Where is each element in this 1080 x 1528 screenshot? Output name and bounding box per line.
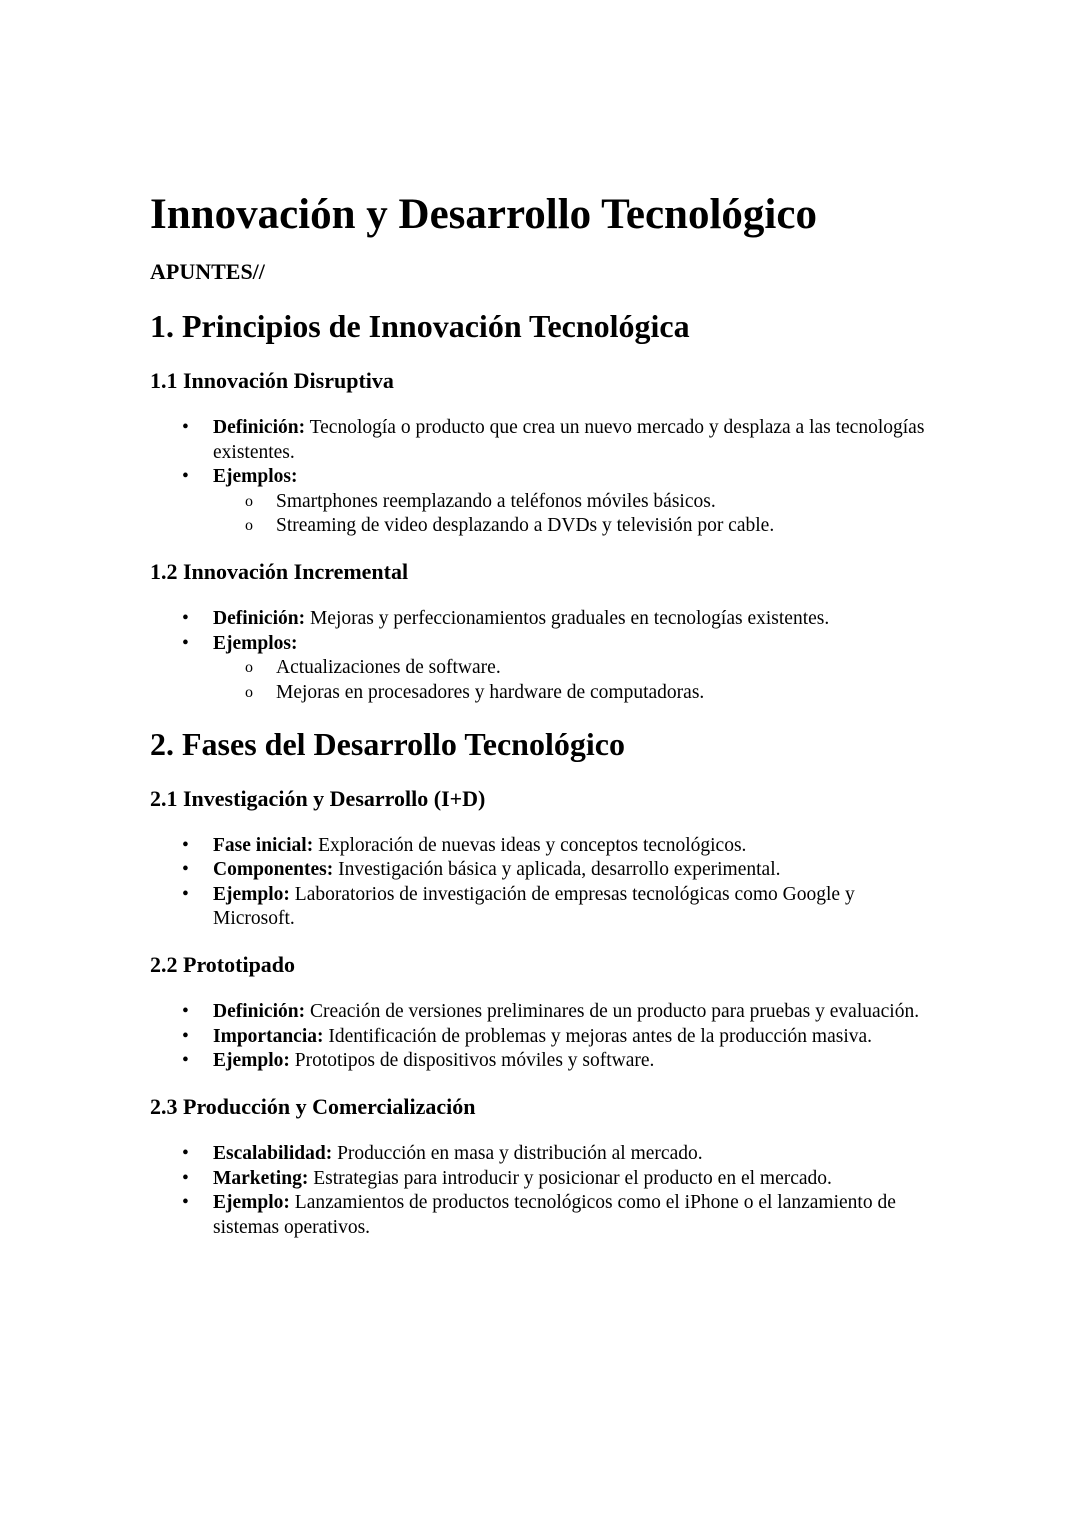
sub-list [213, 490, 940, 539]
item-label: Ejemplo: [213, 883, 290, 905]
bullet-icon: • [182, 1143, 189, 1165]
circle-bullet-icon: o [245, 492, 253, 510]
subsection-heading: 2.1 Investigación y Desarrollo (I+D) [150, 785, 486, 811]
item-label: Ejemplo: [213, 1192, 290, 1214]
circle-bullet-icon: o [245, 517, 253, 535]
document-body [150, 307, 940, 1240]
sub-item-text: Actualizaciones de software. [276, 657, 501, 679]
list-item [150, 883, 940, 932]
item-label: Definición: [213, 417, 306, 439]
bullet-list [150, 416, 940, 539]
item-label: Ejemplo: [213, 1050, 290, 1072]
sub-item-text: Smartphones reemplazando a teléfonos móviles básicos. [276, 490, 716, 512]
sub-list [213, 656, 940, 705]
list-item [150, 465, 940, 539]
section-heading: 2. Fases del Desarrollo Tecnológico [150, 726, 625, 763]
bullet-list [150, 834, 940, 932]
circle-bullet-icon: o [245, 659, 253, 677]
item-label: Importancia: [213, 1025, 324, 1047]
subsection-heading: 2.2 Prototipado [150, 951, 296, 977]
list-item [150, 632, 940, 706]
item-text: Identificación de problemas y mejoras antes de la producción masiva. [323, 1025, 873, 1047]
bullet-list [150, 1142, 940, 1240]
list-item [150, 834, 940, 859]
bullet-icon: • [182, 1192, 189, 1214]
bullet-icon: • [182, 883, 189, 905]
item-label: Escalabilidad: [213, 1143, 333, 1165]
list-item [150, 1049, 940, 1074]
item-label: Marketing: [213, 1167, 309, 1189]
bullet-icon: • [182, 1167, 189, 1189]
item-text: Estrategias para introducir y posicionar el producto en el mercado. [308, 1167, 832, 1189]
item-label: Ejemplos: [213, 466, 298, 488]
item-label: Definición: [213, 608, 306, 630]
circle-bullet-icon: o [245, 683, 253, 701]
item-text: Laboratorios de investigación de empresas tecnológicas como Google y Microsoft. [213, 883, 855, 930]
bullet-icon: • [182, 632, 189, 654]
list-item [150, 416, 940, 465]
bullet-icon: • [182, 1050, 189, 1072]
subsection-heading: 2.3 Producción y Comercialización [150, 1093, 476, 1119]
sub-item-text: Mejoras en procesadores y hardware de computadoras. [276, 681, 705, 703]
subsection-heading: 1.1 Innovación Disruptiva [150, 367, 394, 393]
item-text: Producción en masa y distribución al mercado. [332, 1143, 703, 1165]
list-item [150, 607, 940, 632]
item-text: Lanzamientos de productos tecnológicos como el iPhone o el lanzamiento de sistemas operativos. [213, 1192, 896, 1238]
section [150, 307, 940, 705]
list-item [150, 1142, 940, 1167]
sub-list-item [213, 490, 940, 515]
list-item [150, 1167, 940, 1192]
bullet-icon: • [182, 859, 189, 881]
bullet-icon: • [182, 1001, 189, 1023]
document-subtitle: APUNTES// [150, 259, 265, 285]
list-item [150, 858, 940, 883]
item-text: Tecnología o producto que crea un nuevo mercado y desplaza a las tecnologías existentes. [213, 417, 925, 463]
bullet-icon: • [182, 417, 189, 439]
sub-list-item [213, 656, 940, 681]
bullet-icon: • [182, 466, 189, 488]
item-text: Investigación básica y aplicada, desarrollo experimental. [333, 859, 781, 881]
bullet-list [150, 607, 940, 705]
bullet-list [150, 1000, 940, 1074]
document-title: Innovación y Desarrollo Tecnológico [150, 191, 817, 238]
item-text: Mejoras y perfeccionamientos graduales en tecnologías existentes. [305, 608, 830, 630]
item-label: Definición: [213, 1001, 306, 1023]
item-text: Creación de versiones preliminares de un producto para pruebas y evaluación. [305, 1001, 920, 1023]
list-item [150, 1000, 940, 1025]
section-heading: 1. Principios de Innovación Tecnológica [150, 308, 690, 345]
list-item [150, 1025, 940, 1050]
item-text: Prototipos de dispositivos móviles y software. [289, 1050, 655, 1072]
section [150, 725, 940, 1240]
bullet-icon: • [182, 834, 189, 856]
subsection-heading: 1.2 Innovación Incremental [150, 558, 409, 584]
item-label: Ejemplos: [213, 632, 298, 654]
list-item [150, 1191, 940, 1240]
bullet-icon: • [182, 1025, 189, 1047]
bullet-icon: • [182, 608, 189, 630]
item-label: Componentes: [213, 859, 334, 881]
sub-item-text: Streaming de video desplazando a DVDs y televisión por cable. [276, 515, 775, 537]
sub-list-item [213, 681, 940, 706]
item-text: Exploración de nuevas ideas y conceptos tecnológicos. [313, 834, 747, 856]
item-label: Fase inicial: [213, 834, 314, 856]
sub-list-item [213, 514, 940, 539]
